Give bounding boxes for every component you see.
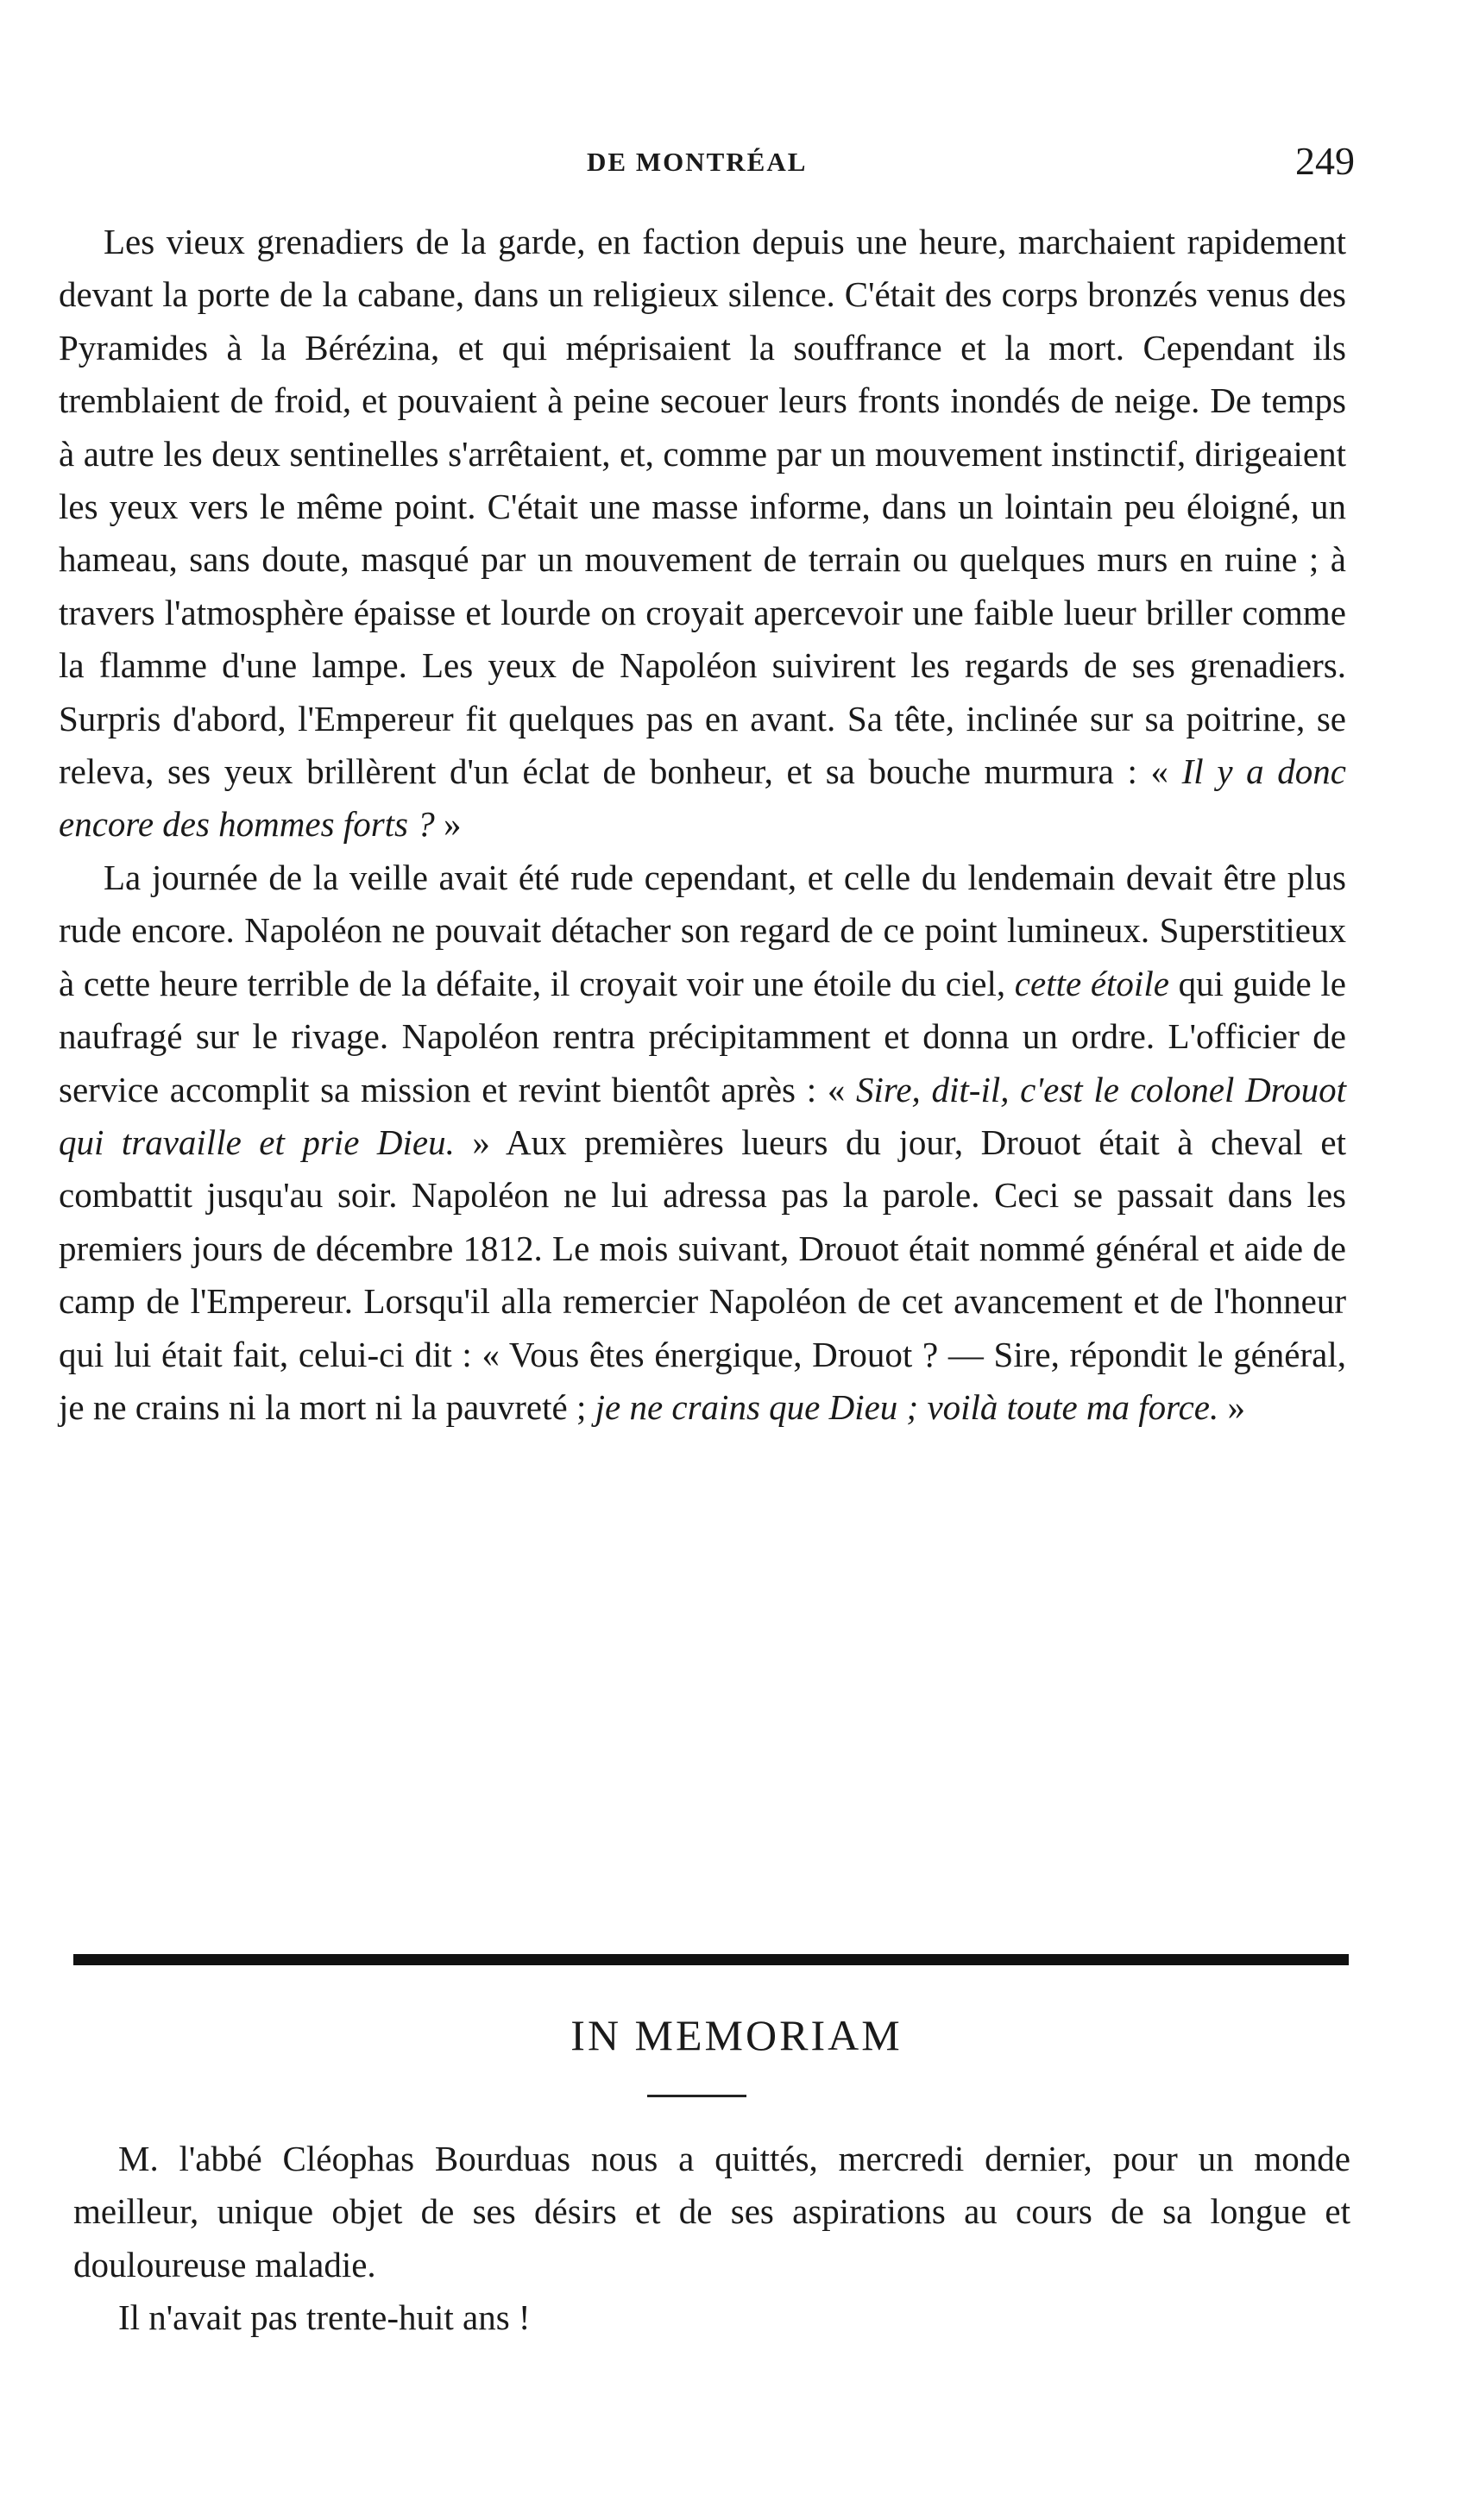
napoleon-quote: Il y a donc encore des hommes forts ? (59, 751, 1346, 845)
paragraph-1-text: Les vieux grenadiers de la garde, en faction depuis une heure, marchaient rapidement devant la porte de la cabane, dans un religieux silence. C'était des corps bronzés venus des Pyramides à la Bérézina, et qui méprisaient la souffrance et la mort. Cependant ils tremblaient de froid, et pouvaient à peine secouer leurs fronts inondés de neige. De temps à autre les deux sentinelles s'arrêtaient, et, comme par un mouvement instinctif, dirigeaient les yeux vers le même point. C'était une masse informe, dans un lointain peu éloigné, un hameau, sans doute, masqué par un mouvement de terrain ou quelques murs en ruine ; à travers l'atmosphère épaisse et lourde on croyait apercevoir une faible lueur briller comme la flamme d'une lampe. Les yeux de Napoléon suivirent les regards de ses grenadiers. Surpris d'abord, l'Empereur fit quelques pas en avant. Sa tête, inclinée sur sa poitrine, se releva, ses yeux brillèrent d'un éclat de bonheur, et sa bouche murmura : « (59, 222, 1346, 792)
paragraph-2 (59, 852, 1346, 1434)
paragraph-2-text-a: La journée de la veille avait été rude cependant, et celle du lendemain devait être plus rude encore. Napoléon ne pouvait détacher son regard de ce point lumineux. Superstitieux à cette heure terrible de la défaite, il croyait voir une étoile du ciel, (59, 857, 1346, 1003)
title-underline (647, 2095, 746, 2097)
memoriam-paragraph-2: Il n'avait pas trente-huit ans ! (118, 2297, 531, 2338)
paragraph-2-text-d: » (1218, 1386, 1245, 1427)
running-head: DE MONTRÉAL (587, 147, 808, 177)
officer-quote: Sire, dit-il, c'est le colonel Drouot qui travaille et prie Dieu. (59, 1069, 1347, 1162)
memoriam-text (73, 2133, 1350, 2345)
paragraph-2-text-c: » Aux premières lueurs du jour, Drouot était à cheval et combattit jusqu'au soir. Napoléon ne lui adressa pas la parole. Ceci se passait dans les premiers jours de décembre 1812. Le mois suivant, Drouot était nommé général et aide de camp de l'Empereur. Lorsqu'il alla remercier Napoléon de cet avancement et de l'honneur qui lui était fait, celui-ci dit : « Vous êtes énergique, Drouot ? — Sire, répondit le général, je ne crains ni la mort ni la pauvreté ; (59, 1122, 1347, 1427)
section-divider (73, 1954, 1349, 1965)
drouot-quote: je ne crains que Dieu ; voilà toute ma force. (595, 1386, 1219, 1427)
page-number: 249 (1295, 139, 1355, 183)
paragraph-2-text-b: qui guide le naufragé sur le rivage. Napoléon rentra précipitamment et donna un ordre. L'officier de service accomplit sa mission et revint bientôt après : « (59, 963, 1346, 1109)
memoriam-paragraph-1: M. l'abbé Cléophas Bourduas nous a quittés, mercredi dernier, pour un monde meilleur, unique objet de ses désirs et de ses aspirations au cours de sa longue et douloureuse maladie. (73, 2139, 1350, 2284)
section-title: IN MEMORIAM (570, 2011, 903, 2059)
page-header (69, 138, 1363, 190)
quote-close: » (434, 804, 462, 845)
italic-phrase-star: cette étoile (1014, 963, 1169, 1003)
main-text (59, 216, 1346, 1434)
paragraph-1 (59, 216, 1346, 852)
